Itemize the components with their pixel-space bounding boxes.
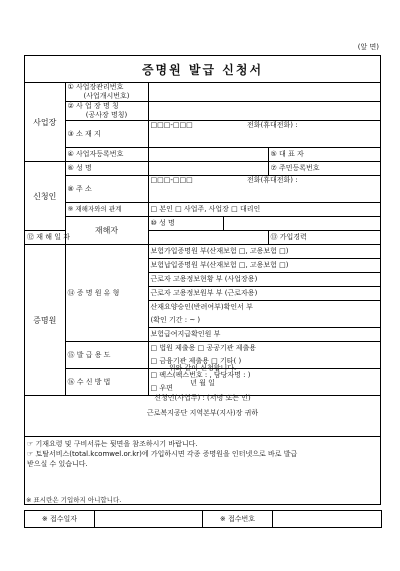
cert-type-4[interactable]: 근로자 고용정보원부 부 (근로자용) [148, 287, 380, 301]
label-enrollment-history[interactable]: ⑬ 가입경력 [268, 231, 380, 245]
declaration-line: 위와 같이 신청합니다. [168, 364, 237, 372]
relationship-options[interactable]: □ 본인 □ 사업주, 사업장 □ 대리인 [148, 203, 380, 217]
date-line[interactable]: 년 월 일 [190, 379, 215, 387]
cert-type-5-period[interactable]: (확인 기간 : ~ ) [148, 314, 380, 328]
field-workplace-address[interactable]: □□□-□□□ 전화(휴대전화) : [148, 121, 380, 148]
footnote: ※ 표시란은 기입하지 아니합니다. [26, 496, 122, 504]
page-side-label: (앞 면) [357, 43, 379, 51]
cert-type-1[interactable]: 보험가입증명원 부(산재보험 □, 고용보험 □) [148, 245, 380, 259]
application-form [24, 55, 381, 505]
signature-line[interactable]: 신청인(사업주) : (서명 또는 인) [154, 394, 251, 402]
purpose-options-1[interactable]: □ 법원 제출용 □ 공공기관 제출용 [148, 342, 380, 356]
label-relationship: ⑨ 재해자와의 관계 [65, 203, 148, 217]
purpose-options-2[interactable]: □ 금융기관 제출용 □ 기타( ) [148, 355, 380, 369]
label-applicant-address: ⑧ 주 소 [65, 176, 148, 203]
field-biz-reg[interactable] [148, 148, 268, 162]
receipt-table [24, 510, 382, 528]
label-applicant-rrn[interactable]: ⑦ 주민등록번호 [268, 162, 380, 176]
receive-mail-option[interactable]: □ 우편 [148, 382, 380, 396]
note-2: ☞ 토탈서비스(total.kcomwel.or.kr)에 가입하시면 각종 증명원을 인터넷으로 바로 발급 [27, 450, 298, 458]
form-title: 증명원 발급 신청서 [25, 56, 380, 83]
note-3: 받으실 수 있습니다. [27, 460, 88, 468]
note-1: ☞ 기재요령 및 구비서류는 뒷면을 참조하시기 바랍니다. [27, 440, 198, 448]
cert-type-3[interactable]: 근로자 고용정보현황 부 (사업장용) [148, 273, 380, 287]
label-purpose: ⑮ 발 급 용 도 [65, 342, 148, 369]
cert-type-2[interactable]: 보험납입증명원 부(산재보험 □, 고용보험 □) [148, 259, 380, 273]
field-applicant-address[interactable]: □□□-□□□ 전화(휴대전화) : [148, 176, 380, 203]
receipt-no-field [273, 511, 382, 528]
field-applicant-name[interactable] [148, 162, 268, 176]
declaration [25, 361, 380, 421]
label-biz-reg: ④ 사업자등록번호 [65, 148, 148, 162]
label-rep-and-value[interactable]: ⑤ 대 표 자 [268, 148, 380, 162]
section-workplace: 사업장 [25, 83, 65, 162]
label-address: ③ 소 재 지 [65, 121, 148, 148]
field-victim-name[interactable] [223, 217, 380, 231]
field-workplace-name[interactable] [148, 102, 380, 121]
receipt-date-field [95, 511, 203, 528]
field-accident-date[interactable] [148, 231, 268, 245]
label-applicant-name: ⑥ 성 명 [65, 162, 148, 176]
section-certificate: 증명원 [25, 245, 65, 396]
label-receive-method: ⑯ 수 신 방 법 [65, 369, 148, 396]
field-workplace-id[interactable] [148, 83, 380, 102]
receipt-date-label: ※ 접수일자 [25, 511, 95, 528]
form-grid [25, 83, 380, 396]
section-applicant: 신청인 [25, 162, 65, 231]
label-victim-name: ⑩ 성 명 [148, 217, 223, 231]
addressee-line: 근로복지공단 지역본부(지사)장 귀하 [146, 409, 259, 417]
label-workplace-name: ② 사 업 장 명 칭 (공사장 명칭) [65, 102, 148, 121]
cert-type-5[interactable]: 산재요양승인(반려여부)확인서 부 [148, 301, 380, 315]
notes [25, 436, 380, 469]
label-workplace-id: ① 사업장관리번호 (사업개시번호) [65, 83, 148, 102]
section-victim: 재해자 [65, 217, 148, 245]
receipt-no-label: ※ 접수번호 [203, 511, 273, 528]
label-accident-date: ⑫ 재 해 일 자 [25, 231, 65, 245]
cert-type-6[interactable]: 보험급여지급확인원 부 [148, 328, 380, 342]
receive-fax-option[interactable]: □ 팩스(팩스번호 : , 담당자명 : ) [148, 369, 380, 383]
label-cert-type: ⑭ 증 명 원 유 형 [65, 245, 148, 342]
